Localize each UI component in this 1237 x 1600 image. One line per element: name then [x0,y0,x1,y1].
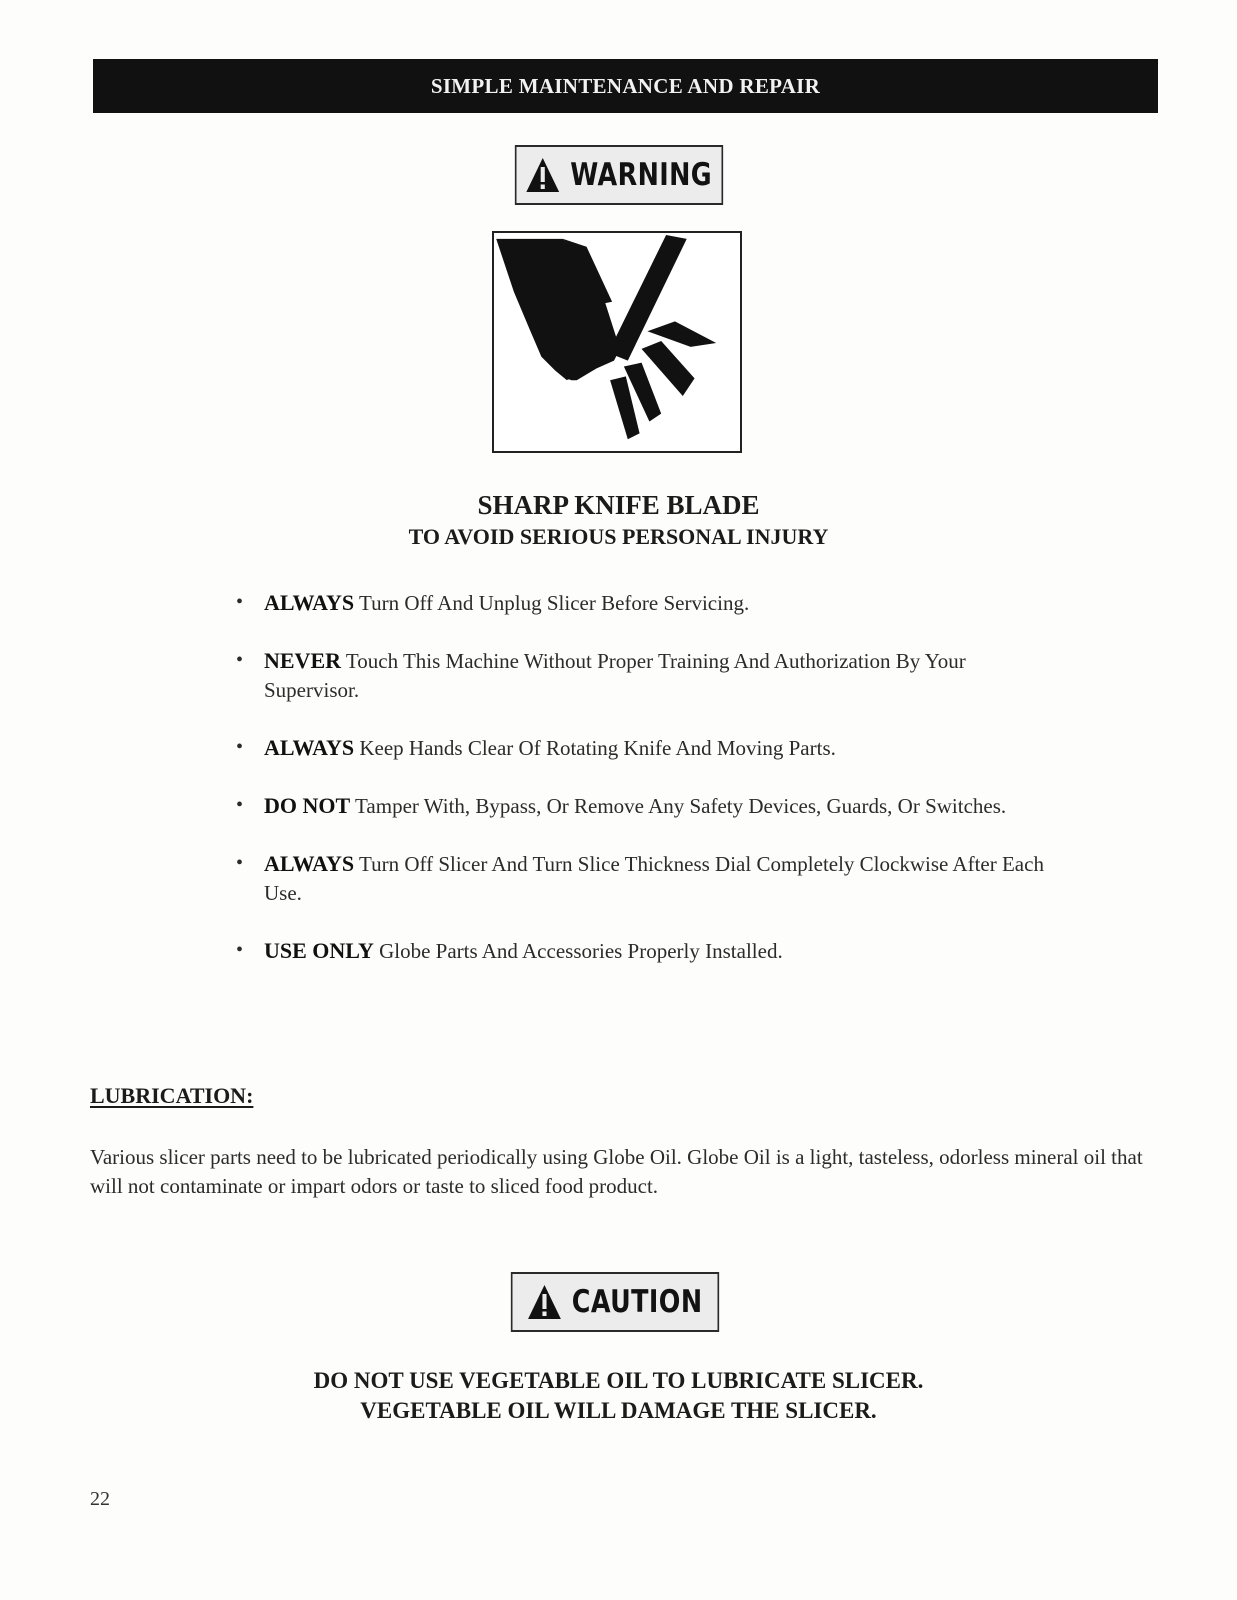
page-number: 22 [90,1488,110,1510]
rule-keyword: ALWAYS [264,590,355,615]
rule-keyword: NEVER [264,648,342,673]
caution-triangle-icon [527,1284,561,1320]
caution-line: VEGETABLE OIL WILL DAMAGE THE SLICER. [360,1398,877,1423]
rule-keyword: USE ONLY [264,938,374,963]
list-item [236,646,1056,705]
rule-text: Tamper With, Bypass, Or Remove Any Safety Devices, Guards, Or Switches. [350,794,1007,818]
list-item [236,849,1056,908]
hazard-title: SHARP KNIFE BLADE [477,490,760,520]
list-item [236,791,1056,821]
list-item [236,733,1056,763]
rule-keyword: DO NOT [264,793,351,818]
warning-triangle-icon [526,157,560,193]
rule-keyword: ALWAYS [264,735,355,760]
caution-message [0,1366,1237,1426]
warning-label: WARNING [570,157,713,193]
lubrication-heading: LUBRICATION: [90,1083,254,1108]
rule-text: Globe Parts And Accessories Properly Installed. [373,939,783,963]
rule-text: Keep Hands Clear Of Rotating Knife And Moving Parts. [354,736,836,760]
caution-sign [511,1272,719,1332]
hazard-subtitle: TO AVOID SERIOUS PERSONAL INJURY [408,524,829,549]
rule-keyword: ALWAYS [264,851,355,876]
list-item [236,936,1056,966]
safety-rules-list [236,588,1056,994]
warning-sign [515,145,723,205]
caution-label: CAUTION [571,1284,703,1320]
rule-text: Turn Off Slicer And Turn Slice Thickness Dial Completely Clockwise After Each Use. [264,852,1044,905]
section-title: SIMPLE MAINTENANCE AND REPAIR [430,73,821,98]
rule-text: Touch This Machine Without Proper Training And Authorization By Your Supervisor. [264,649,966,702]
caution-line: DO NOT USE VEGETABLE OIL TO LUBRICATE SLICER. [313,1368,924,1393]
rule-text: Turn Off And Unplug Slicer Before Servicing. [354,591,750,615]
hand-cut-by-blade-icon [492,231,742,453]
section-header [93,59,1158,113]
lubrication-text: Various slicer parts need to be lubricated periodically using Globe Oil. Globe Oil is a light, tasteless, odorless mineral oil that will not contaminate or impart odors or taste to sliced food product. [90,1145,1143,1198]
list-item [236,588,1056,618]
